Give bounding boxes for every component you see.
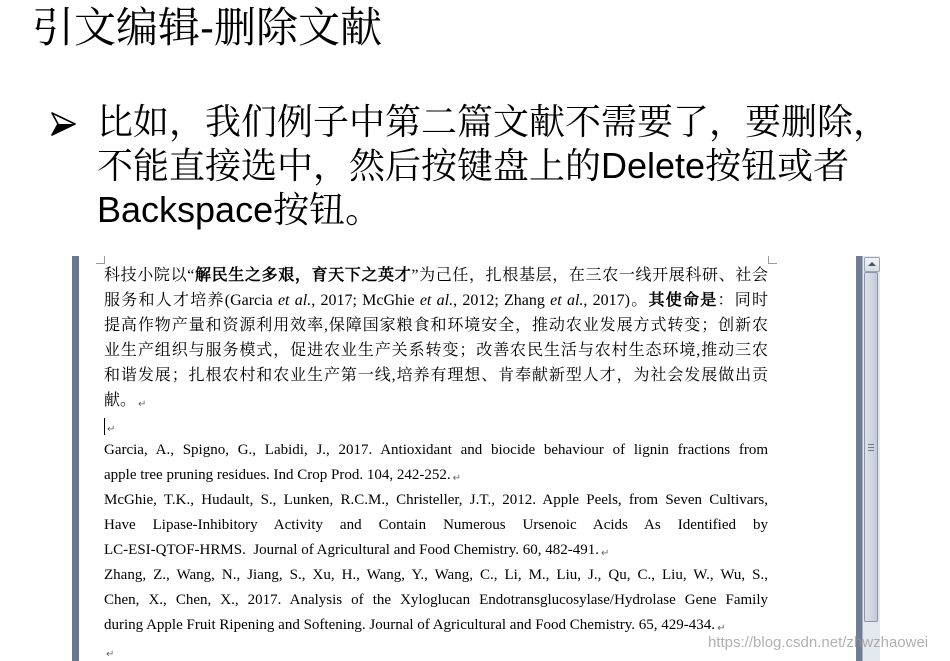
reference-line bbox=[104, 613, 768, 638]
body-paragraph bbox=[104, 263, 768, 413]
reference-line bbox=[104, 438, 768, 463]
reference-line bbox=[104, 463, 768, 488]
paragraph-mark: ↵ bbox=[107, 424, 116, 435]
reference-text: Garcia, A., Spigno, G., Labidi, J., 2017. Antioxidant and biocide behaviour of lignin fractions from bbox=[104, 442, 768, 458]
empty-line bbox=[104, 413, 768, 438]
document-page[interactable] bbox=[79, 256, 856, 661]
reference-list bbox=[104, 438, 768, 638]
slide-title: 引文编辑-删除文献 bbox=[32, 4, 382, 51]
body-text-line bbox=[104, 338, 768, 363]
bold-text-run: 解民生之多艰，育天下之英才 bbox=[194, 267, 412, 284]
reference-line bbox=[104, 488, 768, 513]
text-run: ”为己任，扎根基层，在三农一线开展科研、社会 bbox=[411, 267, 768, 284]
text-run: 服务和人才培养(Garcia bbox=[104, 292, 278, 309]
reference-entry bbox=[104, 563, 768, 638]
paragraph-mark: ↵ bbox=[106, 649, 115, 660]
vertical-scrollbar[interactable] bbox=[862, 256, 880, 661]
bold-text-run: 其使命是 bbox=[648, 292, 718, 309]
bullet-line: Backspace按钮。 bbox=[97, 189, 382, 230]
text-run: 业生产组织与服务模式，促进农业生产关系转变；改善农民生活与农村生态环境,推动三农 bbox=[104, 342, 768, 359]
bullet-line: 比如，我们例子中第二篇文献不需要了，要删除， bbox=[97, 101, 890, 142]
reference-text: apple tree pruning residues. Ind Crop Prod. 104, 242-252. bbox=[104, 467, 451, 483]
bullet-line: 不能直接选中，然后按键盘上的Delete按钮或者 bbox=[97, 145, 850, 186]
reference-line bbox=[104, 513, 768, 538]
body-text-line bbox=[104, 288, 768, 313]
text-run: , 2012; Zhang bbox=[453, 292, 551, 309]
paragraph-mark: ↵ bbox=[452, 473, 461, 484]
reference-line bbox=[104, 538, 768, 563]
text-run: ：同时 bbox=[717, 292, 768, 309]
reference-text: Chen, X., Chen, X., 2017. Analysis of the Xyloglucan Endotransglucosylase/Hydrolase Gene Family bbox=[104, 592, 768, 608]
reference-text: McGhie, T.K., Hudault, S., Lunken, R.C.M., Christeller, J.T., 2012. Apple Peels, from Seven Cultivars, bbox=[104, 492, 768, 508]
word-document-screenshot bbox=[72, 256, 880, 661]
italic-text-run: et al. bbox=[550, 292, 584, 309]
reference-line bbox=[104, 588, 768, 613]
text-run: 和谐发展；扎根农村和农业生产第一线,培养有理想、肯奉献新型人才，为社会发展做出贡 bbox=[104, 367, 768, 384]
watermark: https://blog.csdn.net/zhwzhaowei bbox=[708, 634, 929, 651]
text-cursor bbox=[104, 418, 105, 435]
text-run: 提高作物产量和资源利用效率,保障国家粮食和环境安全，推动农业发展方式转变；创新农 bbox=[104, 317, 768, 334]
reference-entry bbox=[104, 488, 768, 563]
empty-line bbox=[104, 638, 768, 661]
text-run: 科技小院以“ bbox=[104, 267, 195, 284]
margin-corner-mark bbox=[768, 256, 777, 264]
body-text-line bbox=[104, 263, 768, 288]
document-background-left bbox=[72, 256, 79, 661]
text-run: , 2017; McGhie bbox=[311, 292, 420, 309]
reference-text: LC-ESI-QTOF-HRMS. Journal of Agricultural and Food Chemistry. 60, 482-491. bbox=[104, 542, 599, 558]
text-run: 献。 bbox=[104, 392, 137, 409]
paragraph-mark: ↵ bbox=[600, 548, 610, 559]
body-text-line bbox=[104, 313, 768, 338]
scroll-thumb[interactable] bbox=[864, 272, 878, 622]
italic-text-run: et al. bbox=[419, 292, 454, 309]
text-run: , 2017)。 bbox=[583, 292, 649, 309]
paragraph-mark: ↵ bbox=[717, 623, 726, 634]
bullet-text bbox=[97, 100, 942, 232]
bullet-arrow-icon bbox=[50, 111, 76, 137]
body-text-line bbox=[104, 388, 768, 413]
reference-entry bbox=[104, 438, 768, 488]
reference-text: Zhang, Z., Wang, N., Jiang, S., Xu, H., Wang, Y., Wang, C., Li, M., Liu, J., Qu, C., Liu, W., Wu, S., bbox=[104, 567, 768, 583]
body-text-line bbox=[104, 363, 768, 388]
reference-text: during Apple Fruit Ripening and Softening. Journal of Agricultural and Food Chemistry. 65, 429-434. bbox=[104, 617, 716, 633]
paragraph-mark: ↵ bbox=[138, 399, 147, 410]
scroll-up-button[interactable] bbox=[864, 257, 880, 272]
italic-text-run: et al. bbox=[277, 292, 312, 309]
document-text-area[interactable] bbox=[104, 263, 768, 661]
reference-text: Have Lipase-Inhibitory Activity and Contain Numerous Ursenoic Acids As Identified by bbox=[104, 517, 768, 533]
scroll-grip-icon bbox=[868, 444, 874, 451]
reference-line bbox=[104, 563, 768, 588]
